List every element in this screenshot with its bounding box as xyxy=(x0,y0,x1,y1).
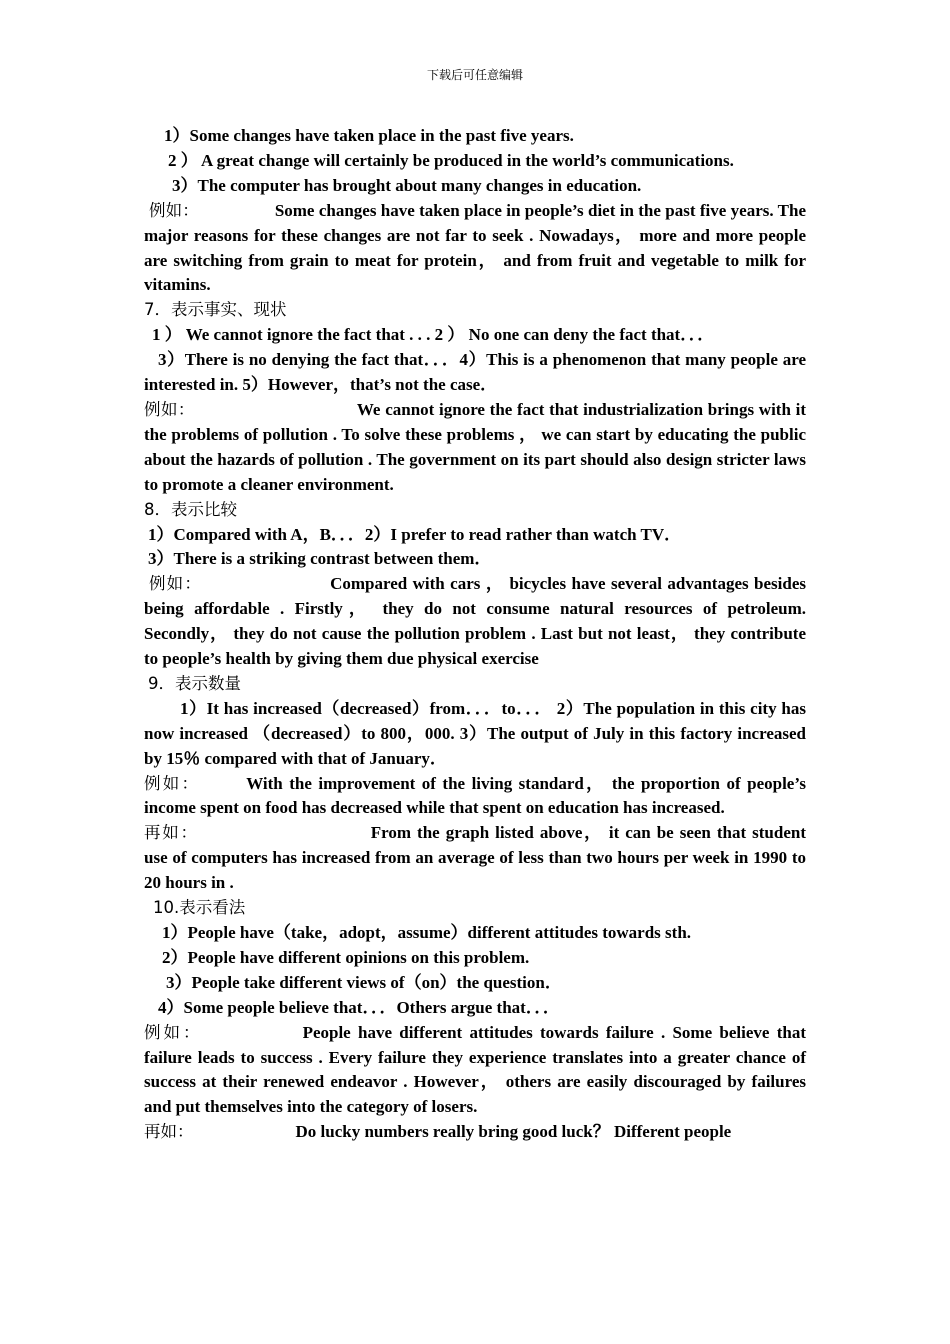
example-label: 再如： xyxy=(144,823,199,843)
list-line: 1）Compared with A，B．．．2）I prefer to read rather than watch TV． xyxy=(148,524,682,544)
list-item: 2 ） A great change will certainly be produced in the world’s communications. xyxy=(168,150,734,170)
list-line: 3）There is no denying the fact that．．．4）This is a phenomenon that many people are interested in. 5）However，that’s not the case． xyxy=(144,350,806,395)
section-heading: 8．表示比较 xyxy=(144,499,237,519)
list-item: 1）Some changes have taken place in the past five years. xyxy=(164,126,574,145)
example-paragraph xyxy=(144,821,806,896)
example-paragraph xyxy=(144,572,806,672)
example-text: Do lucky numbers really bring good luck？ Different people xyxy=(295,1122,732,1142)
list-item: 2）People have different opinions on this problem. xyxy=(162,947,530,967)
example-text: Some changes have taken place in people’s diet in the past five years. The major reasons for these changes are not far to seek . Nowadays， more and more people are switching from grain to meat for protein， and from fruit and vegetable to milk for vitamins. xyxy=(144,200,806,295)
example-text: With the improvement of the living standard， the proportion of people’s income spent on food has decreased while that spent on education has increased. xyxy=(144,773,806,818)
example-text: Compared with cars ， bicycles have several advantages besides being affordable . Firstly， they do not consume natural resources of petroleum. Secondly， they do not cause the pollution problem . Last but not least， they contribute to people’s health by giving them due physical exercise xyxy=(144,574,806,669)
list-item: 3）People take different views of（on）the question． xyxy=(166,972,562,992)
list-line: 3）There is a striking contrast between them． xyxy=(148,549,492,569)
example-label: 例如： xyxy=(149,200,199,220)
page-header: 下载后可任意编辑 xyxy=(426,68,523,82)
example-label: 再如： xyxy=(144,1122,194,1142)
section-heading: 10.表示看法 xyxy=(153,898,246,918)
example-paragraph xyxy=(144,1021,806,1121)
example-paragraph xyxy=(144,1120,806,1145)
example-text: People have different attitudes towards failure . Some believe that failure leads to success . Every failure they experience translates into a greater chance of success at their renewed endeavor . However， others are easily discouraged by failures and put themselves into the category of losers. xyxy=(144,1022,806,1117)
example-paragraph xyxy=(144,772,806,822)
example-label: 例如： xyxy=(144,399,195,419)
example-paragraph xyxy=(144,199,806,299)
example-text: We cannot ignore the fact that industrialization brings with it the problems of pollution . To solve these problems ， we can start by educating the public about the hazards of pollution . The government on its part should also design stricter laws to promote a cleaner environment. xyxy=(144,399,806,494)
list-item: 3）The computer has brought about many changes in education. xyxy=(172,175,642,195)
example-paragraph xyxy=(144,398,806,498)
list-item: 1）People have（take，adopt，assume）different attitudes towards sth. xyxy=(162,923,692,942)
list-line: 1）It has increased（decreased）from．．．to．．． 2）The population in this city has now increased （decreased）to 800，000. 3）The output of July in this factory increased by 15％ compared with that of January． xyxy=(144,698,806,768)
section-heading: 7．表示事实、现状 xyxy=(144,300,287,320)
example-label: 例如： xyxy=(144,773,201,793)
document-body xyxy=(144,124,806,1145)
example-text: From the graph listed above， it can be seen that student use of computers has increased from an average of less than two hours per week in 1990 to 20 hours in . xyxy=(144,823,807,893)
example-label: 例如： xyxy=(144,1022,203,1042)
example-label: 例如： xyxy=(149,574,203,594)
list-item: 4）Some people believe that．．．Others argue that．．． xyxy=(158,997,560,1017)
section-heading: 9．表示数量 xyxy=(148,673,241,693)
list-line: 1 ） We cannot ignore the fact that . . . 2 ） No one can deny the fact that．．． xyxy=(152,325,715,345)
